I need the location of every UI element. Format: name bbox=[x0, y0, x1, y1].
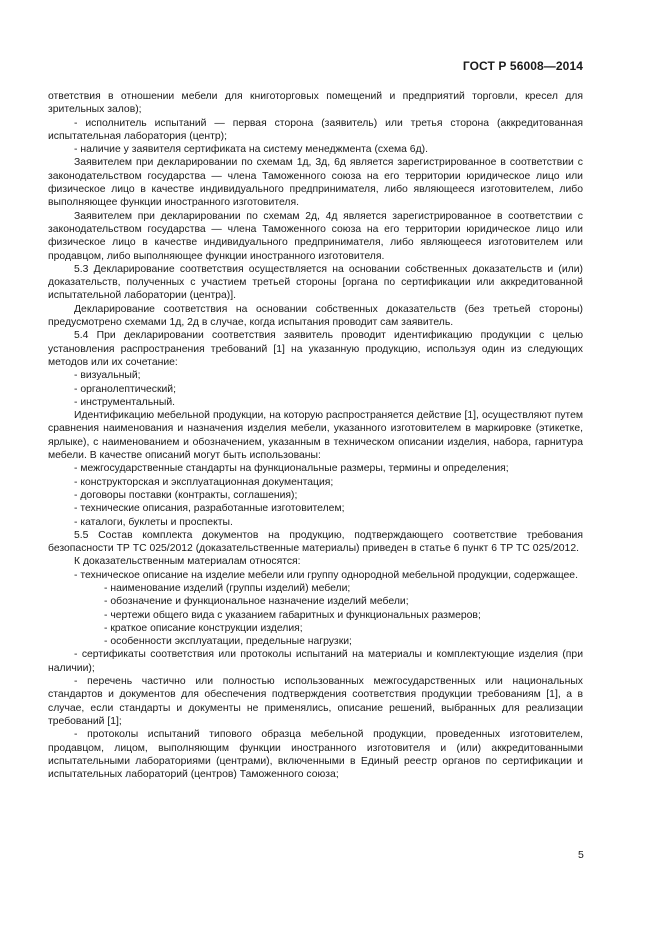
paragraph: 5.3 Декларирование соответствия осуществляется на основании собственных доказательств и (или) доказательств, полученных с участием третьей стороны [органа по сертификации или аккредитованной испытательной лаборатории (центра)]. bbox=[48, 263, 583, 302]
paragraph: - обозначение и функциональное назначение изделий мебели; bbox=[104, 596, 409, 608]
paragraph: - договоры поставки (контракты, соглашения); bbox=[74, 489, 298, 501]
paragraph: - особенности эксплуатации, предельные нагрузки; bbox=[104, 636, 352, 648]
body-text bbox=[48, 90, 583, 781]
paragraph: К доказательственным материалам относятся: bbox=[74, 556, 301, 568]
paragraph: ответствия в отношении мебели для книготорговых помещений и предприятий торговли, кресел для зрительных залов); bbox=[48, 91, 583, 116]
paragraph: - перечень частично или полностью использованных межгосударственных или национальных стандартов и документов для обеспечения подтверждения соответствия продукции требованиям [1], а в случае, если стандарты и документы не применялись, описание решений, выбранных для реализации требований [1]; bbox=[48, 676, 583, 727]
paragraph: - каталоги, буклеты и проспекты. bbox=[74, 516, 233, 528]
paragraph: - инструментальный. bbox=[74, 396, 176, 408]
paragraph: Заявителем при декларировании по схемам 1д, 3д, 6д является зарегистрированное в соответствии с законодательством государства — члена Таможенного союза на его территории юридическое лицо или физическое лицо в качестве индивидуального предпринимателя, либо являющееся изготовителем, либо выполняющее функции иностранного изготовителя. bbox=[48, 157, 583, 209]
paragraph: 5.4 При декларировании соответствия заявитель проводит идентификацию продукции с целью установления распространения требований [1] на указанную продукцию, используя один из следующих методов или их сочетание: bbox=[48, 330, 583, 368]
paragraph: Декларирование соответствия на основании собственных доказательств (без третьей стороны) предусмотрено схемами 1д, 2д в случае, когда испытания проводит сам заявитель. bbox=[48, 303, 583, 329]
paragraph: 5.5 Состав комплекта документов на продукцию, подтверждающего соответствие требования безопасности ТР ТС 025/2012 (доказательственные материалы) приведен в статье 6 пункт 6 ТР ТС 025/2012. bbox=[48, 529, 583, 555]
paragraph: - наличие у заявителя сертификата на систему менеджмента (схема 6д). bbox=[74, 144, 428, 156]
paragraph: - визуальный; bbox=[74, 370, 141, 382]
page-number: 5 bbox=[578, 849, 584, 861]
page-header-title: ГОСТ Р 56008—2014 bbox=[462, 59, 583, 73]
paragraph: - наименование изделий (группы изделий) мебели; bbox=[104, 582, 351, 594]
paragraph: Идентификацию мебельной продукции, на которую распространяется действие [1], осуществляют путем сравнения наименования и назначения изделия мебели, указанного изготовителем в маркировке (этикетке, ярлыке), с наименованием и обозначением, указанным в техническом описании изделия, набора, гарнитура мебели. В качестве описаний могут быть использованы: bbox=[48, 410, 583, 462]
paragraph: - техническое описание на изделие мебели или группу однородной мебельной продукции, содержащее. bbox=[74, 569, 578, 581]
paragraph: - исполнитель испытаний — первая сторона (заявитель) или третья сторона (аккредитованная испытательная лаборатория (центр); bbox=[48, 117, 583, 142]
paragraph: Заявителем при декларировании по схемам 2д, 4д является зарегистрированное в соответствии с законодательством государства — члена Таможенного союза на его территории юридическое лицо или физическое лицо в качестве индивидуального предпринимателя, либо являющееся изготовителем или продавцом, либо выполняющее функции иностранного изготовителя. bbox=[48, 210, 583, 262]
paragraph: - краткое описание конструкции изделия; bbox=[104, 622, 303, 634]
paragraph: - протоколы испытаний типового образца мебельной продукции, проведенных изготовителем, продавцом, лицом, выполняющим функции иностранного изготовителя и (или) аккредитованными испытательными лабораториями (центрами), включенными в Единый реестр органов по сертификации и испытательных лабораторий (центров) Таможенного союза; bbox=[48, 729, 583, 781]
paragraph: - чертежи общего вида с указанием габаритных и функциональных размеров; bbox=[104, 609, 481, 621]
paragraph: - органолептический; bbox=[74, 383, 176, 395]
paragraph: - технические описания, разработанные изготовителем; bbox=[74, 503, 345, 515]
paragraph: - сертификаты соответствия или протоколы испытаний на материалы и комплектующие изделия (при наличии); bbox=[48, 649, 583, 674]
paragraph: - межгосударственные стандарты на функциональные размеры, термины и определения; bbox=[74, 463, 509, 475]
paragraph: - конструкторская и эксплуатационная документация; bbox=[74, 476, 334, 488]
